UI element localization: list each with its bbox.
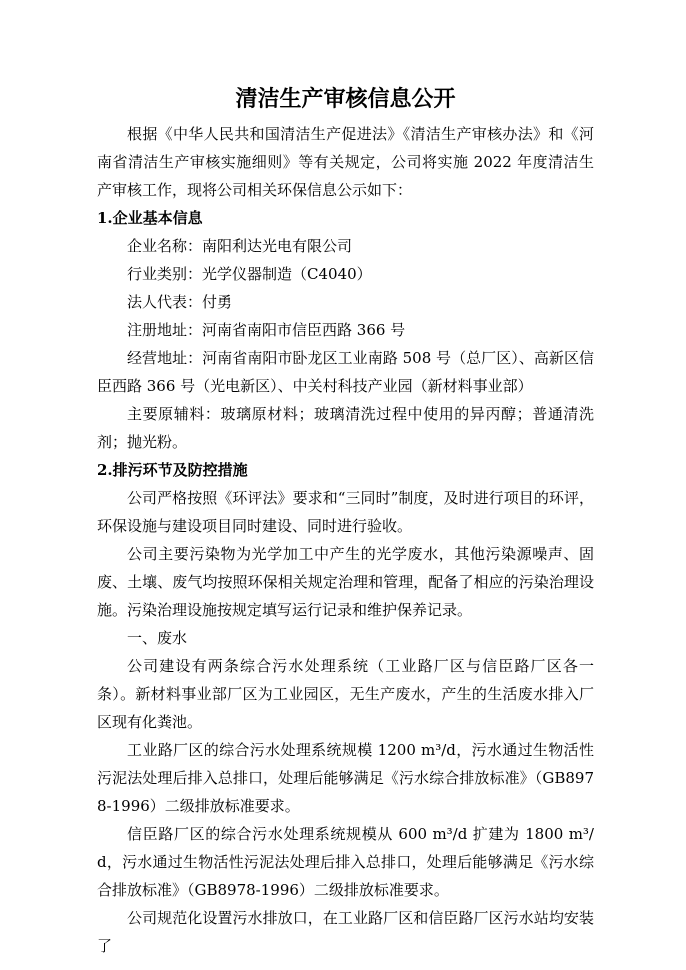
basic-info-registered-address: 注册地址：河南省南阳市信臣西路 366 号 (127, 321, 406, 339)
section-1-heading: 1.企业基本信息 (97, 209, 203, 227)
document-title: 清洁生产审核信息公开 (235, 86, 456, 112)
wastewater-paragraph-xinchenlu: 信臣路厂区的综合污水处理系统规模从 600 m³/d 扩建为 1800 m³/d，污水通过生物活性污泥法处理后排入总排口，处理后能够满足《污水综合排放标准》（GB8978-1996）二级排放标准要求。 (97, 825, 594, 899)
pollution-paragraph-eia: 公司严格按照《环评法》要求和“三同时”制度，及时进行项目的环评，环保设施与建设项目同时建设、同时进行验收。 (97, 489, 594, 535)
intro-paragraph: 根据《中华人民共和国清洁生产促进法》《清洁生产审核办法》和《河南省清洁生产审核实施细则》等有关规定，公司将实施 2022 年度清洁生产审核工作，现将公司相关环保信息公示如下： (97, 125, 594, 199)
pollution-paragraph-sources: 公司主要污染物为光学加工中产生的光学废水，其他污染源噪声、固废、土壤、废气均按照环保相关规定治理和管理，配备了相应的污染治理设施。污染治理设施按规定填写运行记录和维护保养记录。 (97, 545, 594, 619)
basic-info-industry: 行业类别：光学仪器制造（C4040） (127, 265, 372, 283)
basic-info-company-name: 企业名称：南阳利达光电有限公司 (127, 237, 353, 255)
basic-info-legal-representative: 法人代表：付勇 (127, 293, 233, 311)
wastewater-paragraph-systems: 公司建设有两条综合污水处理系统（工业路厂区与信臣路厂区各一条）。新材料事业部厂区为工业园区，无生产废水，产生的生活废水排入厂区现有化粪池。 (97, 657, 594, 731)
wastewater-paragraph-outlets: 公司规范化设置污水排放口，在工业路厂区和信臣路厂区污水站均安装了 (97, 909, 594, 955)
subsection-wastewater-heading: 一、废水 (127, 629, 188, 647)
basic-info-raw-materials: 主要原辅料：玻璃原材料；玻璃清洗过程中使用的异丙醇；普通清洗剂；抛光粉。 (97, 405, 594, 451)
basic-info-business-address: 经营地址：河南省南阳市卧龙区工业南路 508 号（总厂区）、高新区信臣西路 366 号（光电新区）、中关村科技产业园（新材料事业部） (97, 349, 594, 395)
wastewater-paragraph-gongyelu: 工业路厂区的综合污水处理系统规模 1200 m³/d，污水通过生物活性污泥法处理后排入总排口，处理后能够满足《污水综合排放标准》（GB8978-1996）二级排放标准要求。 (97, 741, 594, 815)
section-2-heading: 2.排污环节及防控措施 (97, 461, 248, 479)
